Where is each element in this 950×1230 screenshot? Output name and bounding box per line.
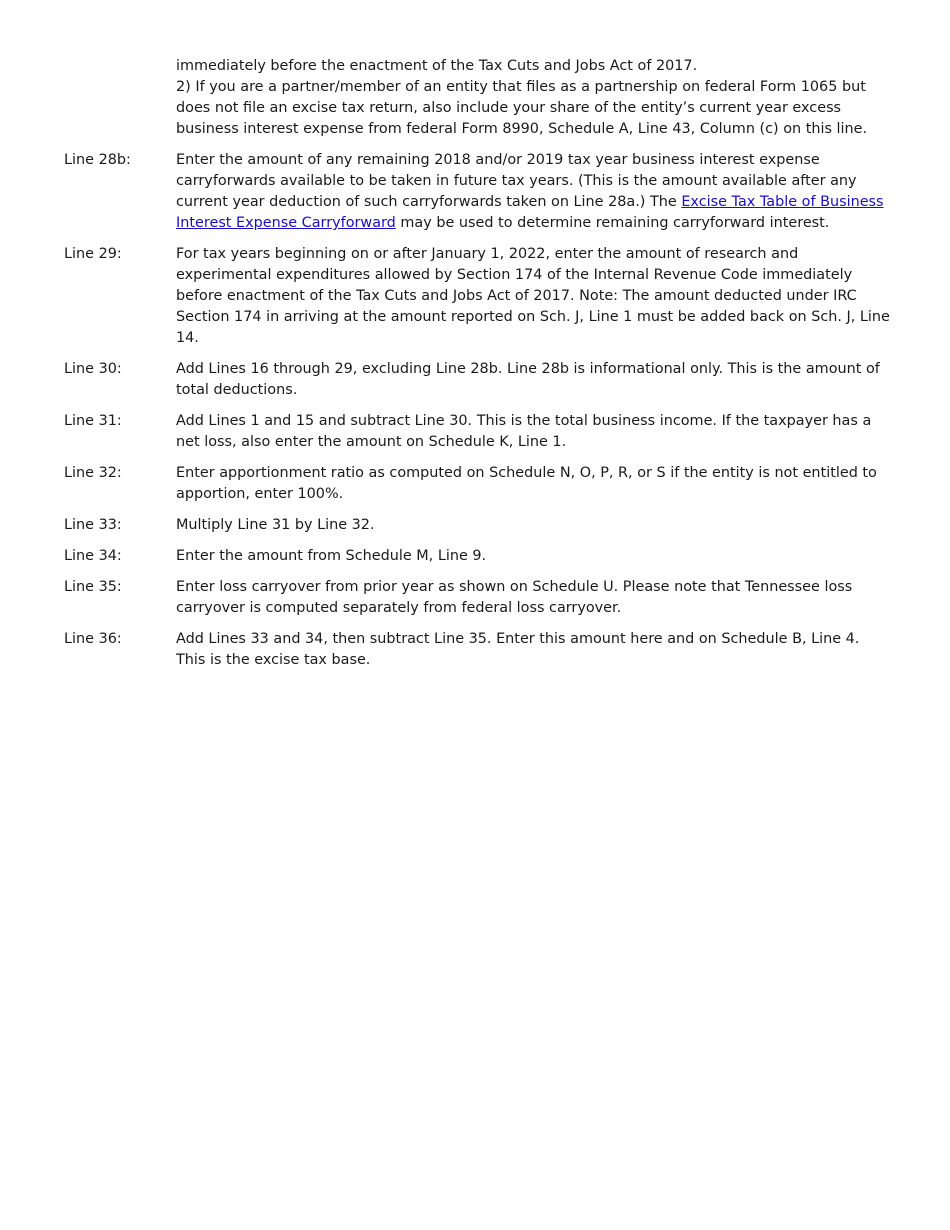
line-34-row — [64, 546, 890, 567]
line-28b-text-after: may be used to determine remaining carryforward interest. — [395, 215, 830, 231]
line-30-row — [64, 359, 890, 401]
excise-tax-table-link[interactable]: Excise Tax Table of Business Interest Expense Carryforward — [176, 194, 884, 231]
line-36-row — [64, 629, 890, 671]
line-label: Line 29: — [64, 246, 122, 262]
line-description — [176, 150, 890, 234]
line-label: Line 35: — [64, 579, 122, 595]
line-label: Line 36: — [64, 631, 122, 647]
line-description: For tax years beginning on or after January 1, 2022, enter the amount of research and experimental expenditures allowed by Section 174 of the Internal Revenue Code immediately before enactment of the Tax Cuts and Jobs Act of 2017. Note: The amount deducted under IRC Section 174 in arriving at the amount reported on Sch. J, Line 1 must be added back on Sch. J, Line 14. — [176, 246, 890, 346]
line-description: Enter the amount from Schedule M, Line 9. — [176, 548, 487, 564]
line-label: Line 33: — [64, 517, 122, 533]
line-33-row — [64, 515, 890, 536]
line-31-row — [64, 411, 890, 453]
line-32-row — [64, 463, 890, 505]
continuation-line-2: 2) If you are a partner/member of an entity that files as a partnership on federal Form 1065 but does not file an excise tax return, also include your share of the entity’s current year excess business interest expense from federal Form 8990, Schedule A, Line 43, Column (c) on this line. — [176, 79, 868, 137]
line-description: Add Lines 16 through 29, excluding Line 28b. Line 28b is informational only. This is the amount of total deductions. — [176, 361, 880, 398]
line-28b-text-before: Enter the amount of any remaining 2018 and/or 2019 tax year business interest expense carryforwards available to be taken in future tax years. (This is the amount available after any current year deduction of such carryforwards taken on Line 28a.) The — [176, 152, 857, 210]
line-28a-continuation — [176, 56, 890, 140]
continuation-line-1: immediately before the enactment of the Tax Cuts and Jobs Act of 2017. — [176, 58, 698, 74]
line-description: Enter loss carryover from prior year as shown on Schedule U. Please note that Tennessee loss carryover is computed separately from federal loss carryover. — [176, 579, 853, 616]
document-page — [64, 56, 890, 681]
line-description: Add Lines 33 and 34, then subtract Line 35. Enter this amount here and on Schedule B, Line 4. This is the excise tax base. — [176, 631, 860, 668]
line-label: Line 31: — [64, 413, 122, 429]
line-label: Line 30: — [64, 361, 122, 377]
line-description: Add Lines 1 and 15 and subtract Line 30. This is the total business income. If the taxpayer has a net loss, also enter the amount on Schedule K, Line 1. — [176, 413, 872, 450]
line-label: Line 32: — [64, 465, 122, 481]
line-28b-row — [64, 150, 890, 234]
line-description: Multiply Line 31 by Line 32. — [176, 517, 375, 533]
line-35-row — [64, 577, 890, 619]
line-description: Enter apportionment ratio as computed on Schedule N, O, P, R, or S if the entity is not entitled to apportion, enter 100%. — [176, 465, 877, 502]
line-label: Line 28b: — [64, 152, 131, 168]
line-29-row — [64, 244, 890, 349]
line-label: Line 34: — [64, 548, 122, 564]
